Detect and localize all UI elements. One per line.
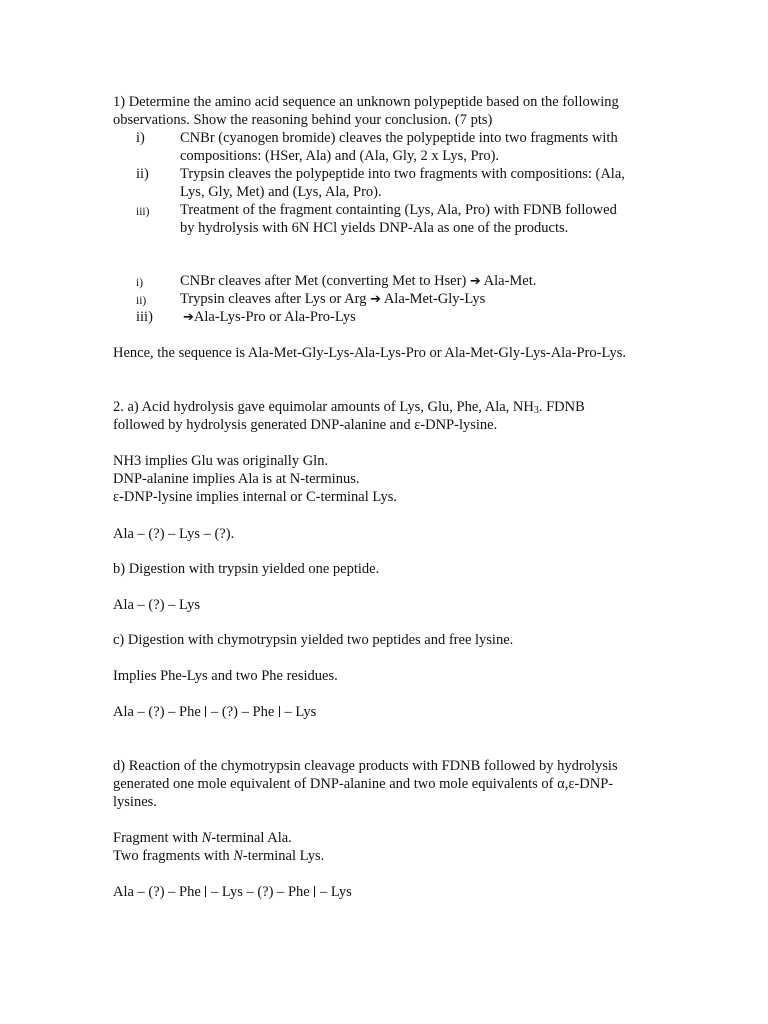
sequence-a: Ala – (?) – Lys – (?). [113,526,235,542]
q2b-question: b) Digestion with trypsin yielded one peptide. [113,561,380,577]
q2c-reason: Implies Phe-Lys and two Phe residues. [113,668,338,684]
sequence-c: Ala – (?) – Phe – (?) – Phe – Lys [113,704,317,720]
arrow-icon: ➔ [183,310,194,325]
sequence-b: Ala – (?) – Lys [113,597,200,613]
q2a-reason-1: NH3 implies Glu was originally Gln. [113,453,329,469]
cleavage-mark [279,706,280,717]
sequence-d: Ala – (?) – Phe – Lys – (?) – Phe – Lys [113,884,352,900]
arrow-icon: ➔ [469,274,481,289]
q2a-question-line-1: 2. a) Acid hydrolysis gave equimolar amounts of Lys, Glu, Phe, Ala, $NH_3$. FDNB [113,399,585,416]
q2d-question-line-1: d) Reaction of the chymotrypsin cleavage products with FDNB followed by hydrolysis [113,758,618,774]
q2a-question-line-2: followed by hydrolysis generated DNP-alanine and ε-DNP-lysine. [113,417,498,433]
q1-intro-line-1: 1) Determine the amino acid sequence an unknown polypeptide based on the following [113,94,619,110]
q1-conclusion: Hence, the sequence is Ala-Met-Gly-Lys-Ala-Lys-Pro or Ala-Met-Gly-Lys-Ala-Pro-Lys. [113,345,627,361]
q2a-reason-3: ε-DNP-lysine implies internal or C-terminal Lys. [113,489,397,505]
q2d-reason-1: Fragment with N-terminal Ala. [113,830,292,846]
q2a-reason-2: DNP-alanine implies Ala is at N-terminus. [113,471,360,487]
q2d-question-line-2: generated one mole equivalent of DNP-alanine and two mole equivalents of α,ε-DNP- [113,776,614,792]
q2c-question: c) Digestion with chymotrypsin yielded two peptides and free lysine. [113,632,514,648]
arrow-icon: ➔ [370,292,381,307]
q2d-question-line-3: lysines. [113,794,157,810]
q1-intro-line-2: observations. Show the reasoning behind your conclusion. (7 pts) [113,112,493,128]
q2d-reason-2: Two fragments with N-terminal Lys. [113,848,325,864]
